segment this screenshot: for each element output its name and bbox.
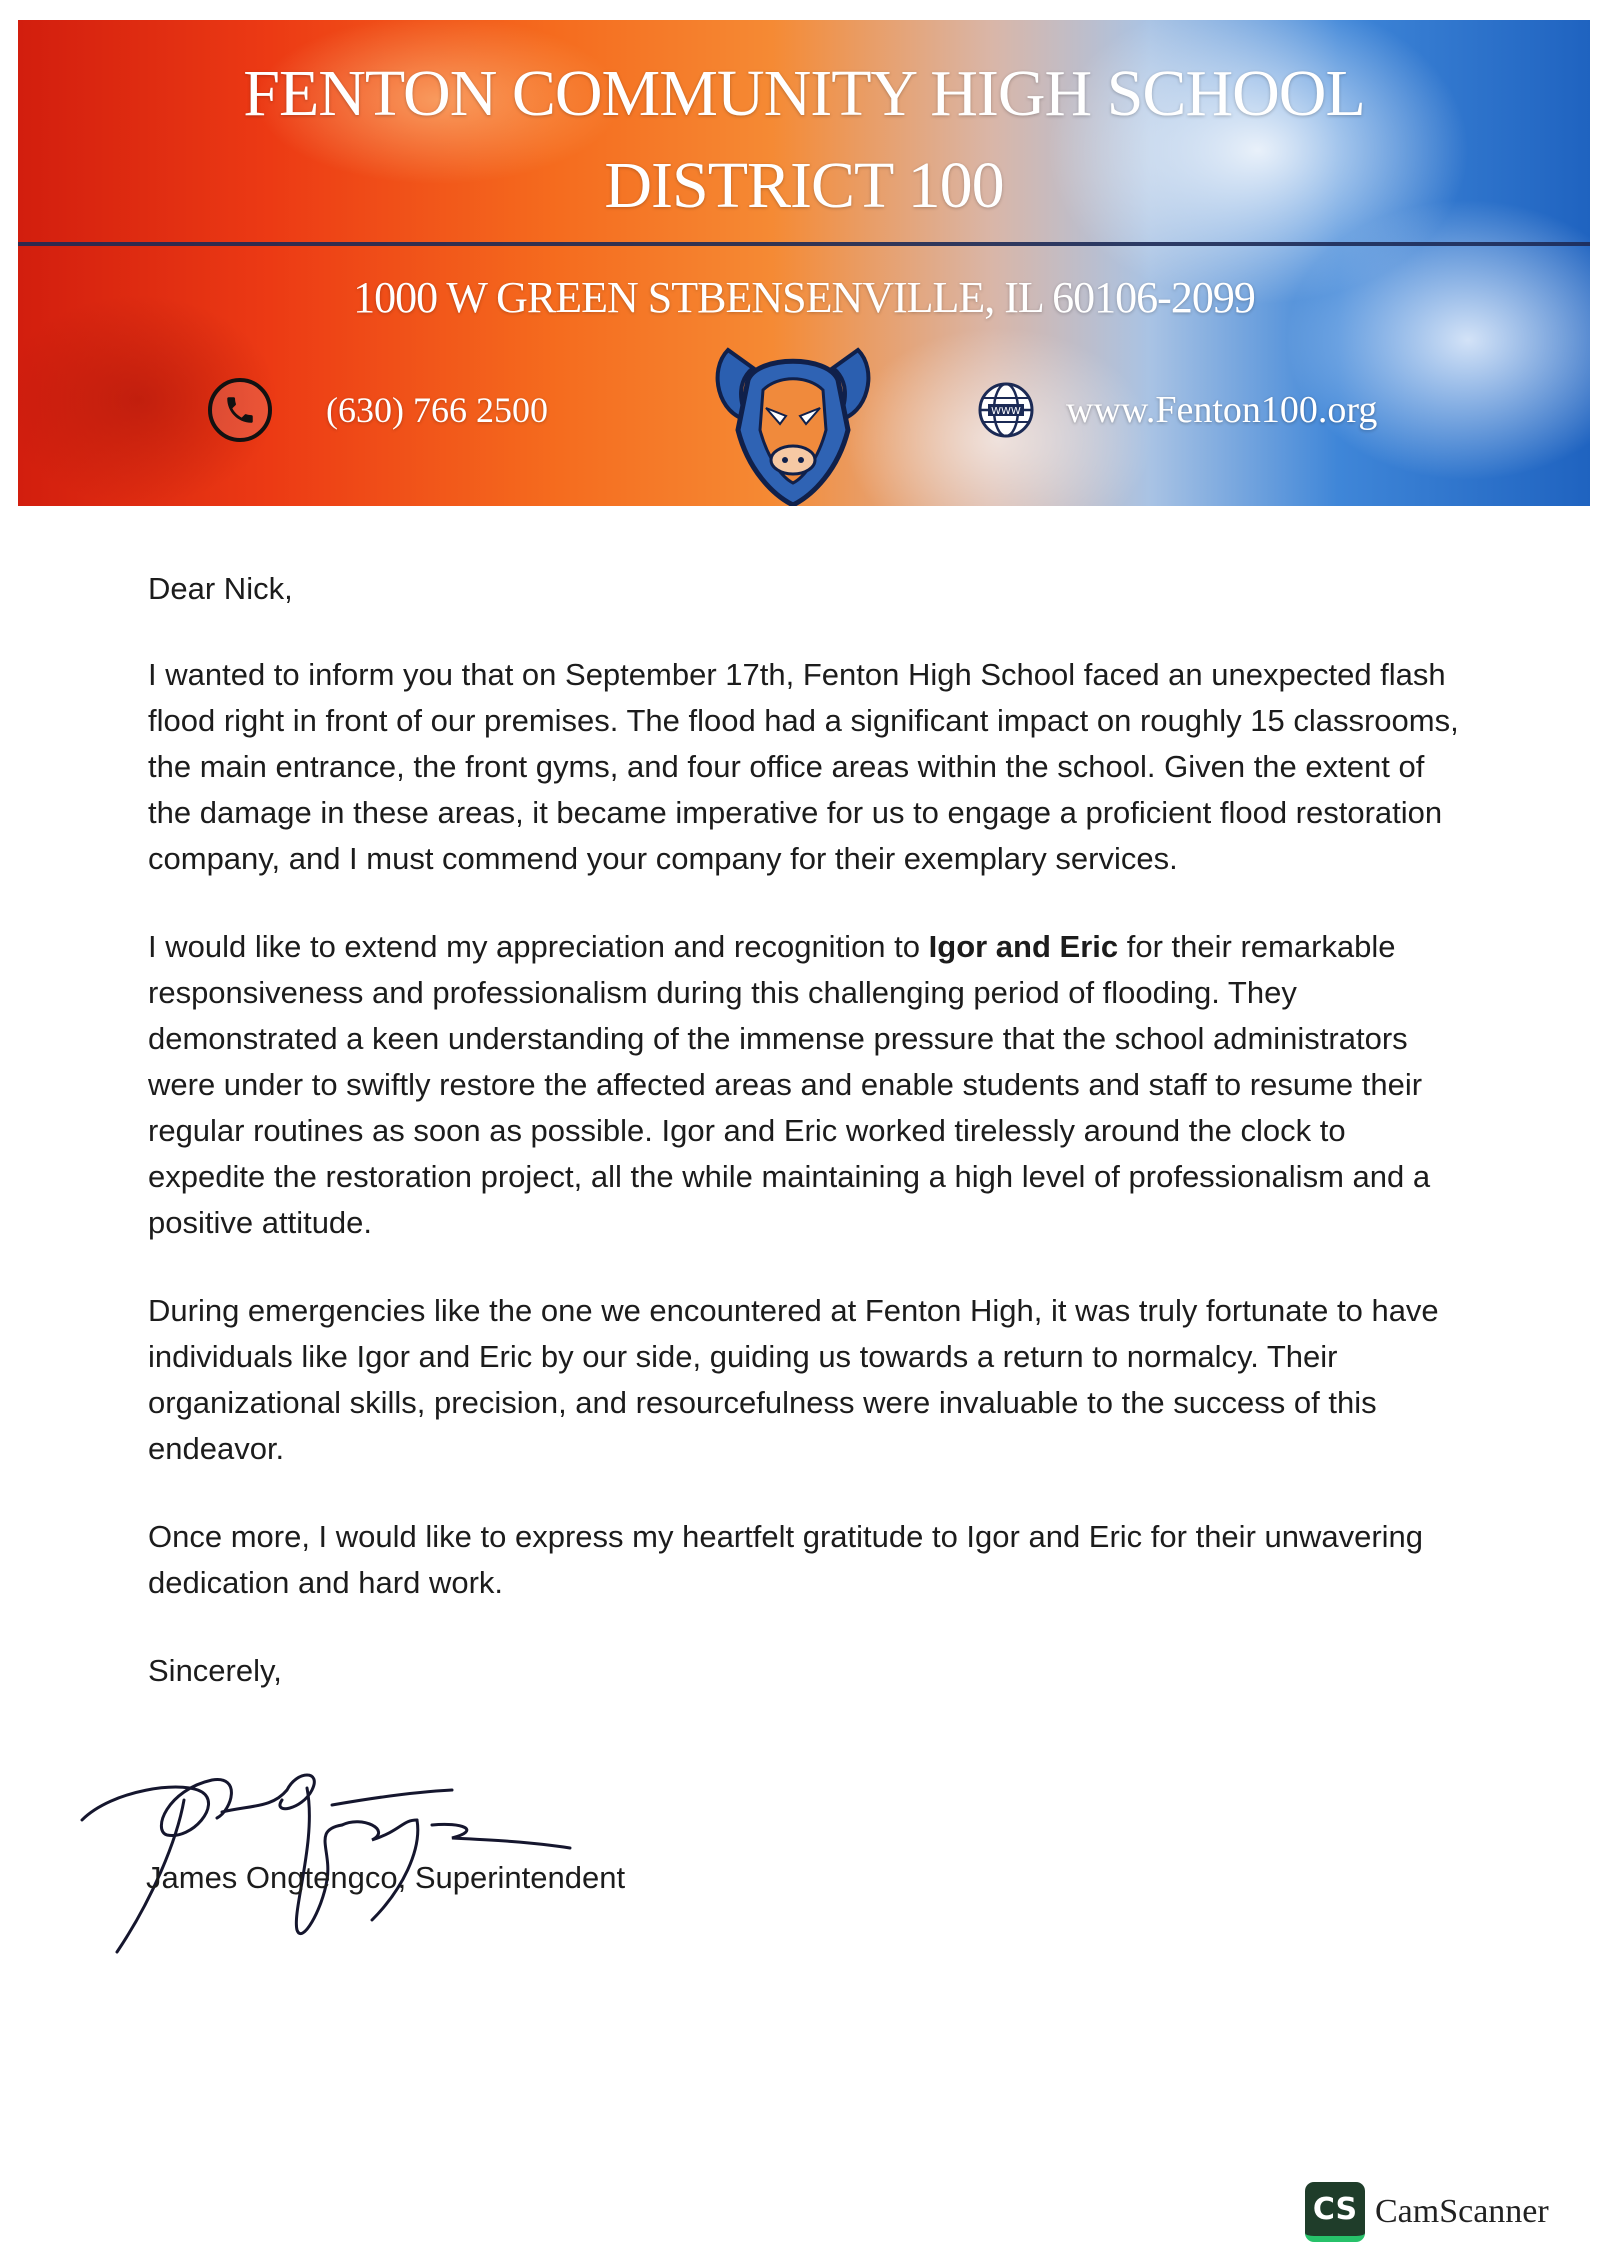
svg-text:WWW: WWW — [991, 406, 1021, 417]
website-url: www.Fenton100.org — [1066, 389, 1378, 431]
phone-icon — [208, 378, 272, 442]
closing: Sincerely, — [148, 1653, 282, 1688]
website-contact — [976, 375, 1377, 445]
letterhead-banner — [18, 20, 1590, 506]
paragraph-1: I wanted to inform you that on September 17th, Fenton High School faced an unexpected flash flood right in front of our premises. The flood had a significant impact on roughly 15 classrooms, the main entrance, the front gyms, and four office areas within the school. Given the extent of the damage in these areas, it became imperative for us to engage a proficient flood restoration company, and I must commend your company for their exemplary services. — [148, 657, 1459, 876]
signer-name: James Ongtengco, Superintendent — [146, 1860, 626, 1895]
camscanner-badge: CS — [1305, 2182, 1365, 2242]
school-address: 1000 W GREEN STBENSENVILLE, IL 60106-2099 — [353, 273, 1255, 322]
handwritten-signature — [72, 1730, 672, 1970]
camscanner-text: CamScanner — [1375, 2193, 1549, 2230]
phone-number: (630) 766 2500 — [326, 390, 548, 430]
paragraph-2-names: Igor and Eric — [928, 929, 1119, 964]
phone-contact — [208, 375, 548, 445]
paragraph-2 — [148, 924, 1468, 1246]
school-name: FENTON COMMUNITY HIGH SCHOOL — [243, 57, 1365, 130]
letterhead-divider — [18, 242, 1590, 246]
bison-mascot-logo — [708, 320, 878, 506]
letter-body — [148, 566, 1468, 1694]
salutation: Dear Nick, — [148, 571, 293, 606]
paragraph-2-start: I would like to extend my appreciation and recognition to — [148, 929, 929, 964]
paragraph-2-end: for their remarkable responsiveness and professionalism during this challenging period of flooding. They demonstrated a keen understanding of the immense pressure that the school administrators were under to swiftly restore the affected areas and enable students and staff to resume their regular routines as soon as possible. Igor and Eric worked tirelessly around the clock to expedite the restoration project, all the while maintaining a high level of professionalism and a positive attitude. — [148, 929, 1431, 1240]
paragraph-3: During emergencies like the one we encountered at Fenton High, it was truly fortunate to have individuals like Igor and Eric by our side, guiding us towards a return to normalcy. Their organizational skills, precision, and resourcefulness were invaluable to the success of this endeavor. — [148, 1293, 1439, 1466]
camscanner-watermark — [1305, 2182, 1549, 2242]
paragraph-4: Once more, I would like to express my heartfelt gratitude to Igor and Eric for their unwavering dedication and hard work. — [148, 1519, 1424, 1600]
district-name: DISTRICT 100 — [604, 149, 1004, 222]
globe-icon — [976, 380, 1036, 440]
